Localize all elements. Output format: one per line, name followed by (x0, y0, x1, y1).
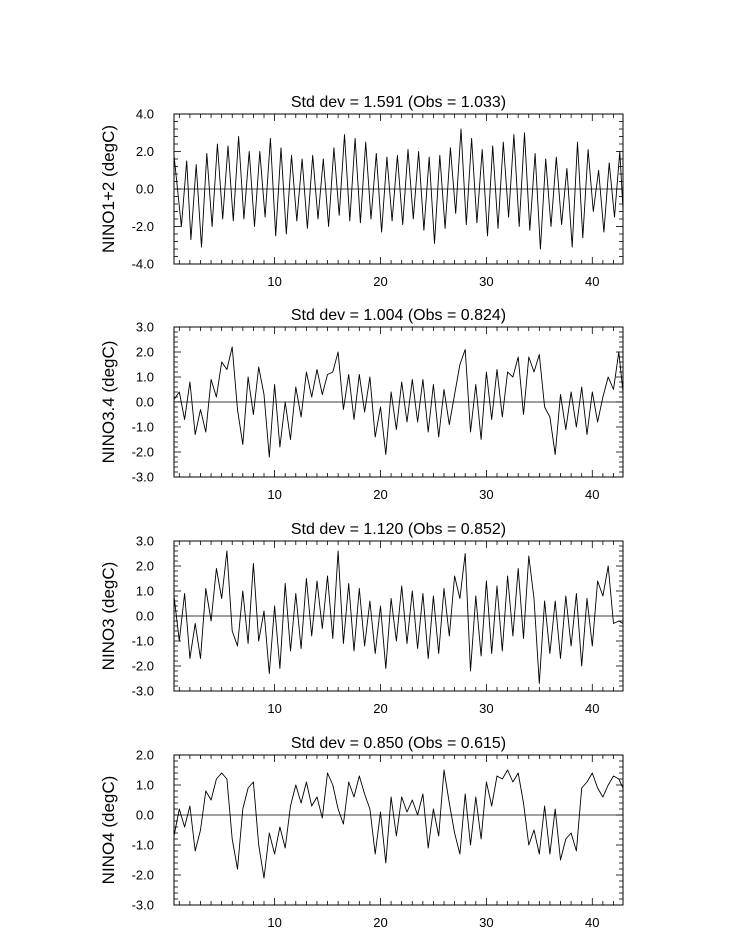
y-tick-label: 0.0 (135, 608, 154, 624)
x-tick-label: 30 (479, 701, 494, 716)
y-tick-label: -3.0 (131, 683, 154, 699)
y-tick-label: -1.0 (131, 419, 154, 435)
x-tick-label: 40 (585, 487, 600, 502)
x-tick-label: 40 (585, 274, 600, 289)
y-tick-label: 3.0 (135, 319, 154, 335)
y-tick-label: 0.0 (135, 807, 154, 823)
y-axis-label: NINO3 (degC) (99, 561, 118, 671)
y-tick-label: -1.0 (131, 633, 154, 649)
y-axis-label: NINO1+2 (degC) (99, 124, 118, 254)
x-tick-label: 20 (373, 915, 388, 930)
y-tick-label: 1.0 (135, 777, 154, 793)
y-tick-label: -1.0 (131, 837, 154, 853)
series-line (174, 551, 623, 684)
y-tick-label: -2.0 (131, 219, 154, 234)
y-tick-label: -2.0 (131, 867, 154, 883)
y-tick-label: 3.0 (135, 533, 154, 549)
panel-nino4 (99, 735, 623, 930)
y-axis-label: NINO3.4 (degC) (99, 340, 118, 464)
y-tick-label: 2.0 (135, 344, 154, 360)
y-tick-label: 1.0 (135, 369, 154, 385)
x-tick-label: 30 (479, 274, 494, 289)
x-tick-label: 40 (585, 915, 600, 930)
y-tick-label: 1.0 (135, 583, 154, 599)
series-line (174, 770, 623, 878)
panel-title: Std dev = 1.004 (Obs = 0.824) (290, 307, 507, 324)
y-axis-label: NINO4 (degC) (99, 775, 118, 885)
y-tick-label: 0.0 (135, 394, 154, 410)
y-tick-label: -3.0 (131, 897, 154, 913)
y-tick-label: -2.0 (131, 444, 154, 460)
x-tick-label: 10 (267, 915, 282, 930)
x-tick-label: 10 (267, 487, 282, 502)
panel-nino12 (99, 94, 623, 289)
panel-nino3 (99, 521, 623, 716)
x-tick-label: 20 (373, 274, 388, 289)
y-tick-label: 2.0 (135, 747, 154, 763)
y-tick-label: -4.0 (131, 256, 154, 272)
panel-title: Std dev = 0.850 (Obs = 0.615) (290, 735, 507, 752)
panel-nino34 (99, 307, 623, 502)
panel-title: Std dev = 1.591 (Obs = 1.033) (290, 94, 507, 111)
y-tick-label: 2.0 (135, 144, 154, 159)
x-tick-label: 10 (267, 701, 282, 716)
x-tick-label: 20 (373, 701, 388, 716)
y-tick-label: -3.0 (131, 469, 154, 485)
y-tick-label: 4.0 (135, 106, 154, 122)
x-tick-label: 30 (479, 915, 494, 930)
x-tick-label: 20 (373, 487, 388, 502)
x-tick-label: 30 (479, 487, 494, 502)
panel-title: Std dev = 1.120 (Obs = 0.852) (290, 521, 507, 538)
y-tick-label: 2.0 (135, 558, 154, 574)
y-tick-label: 0.0 (135, 181, 154, 197)
x-tick-label: 10 (267, 274, 282, 289)
y-tick-label: -2.0 (131, 658, 154, 674)
x-tick-label: 40 (585, 701, 600, 716)
